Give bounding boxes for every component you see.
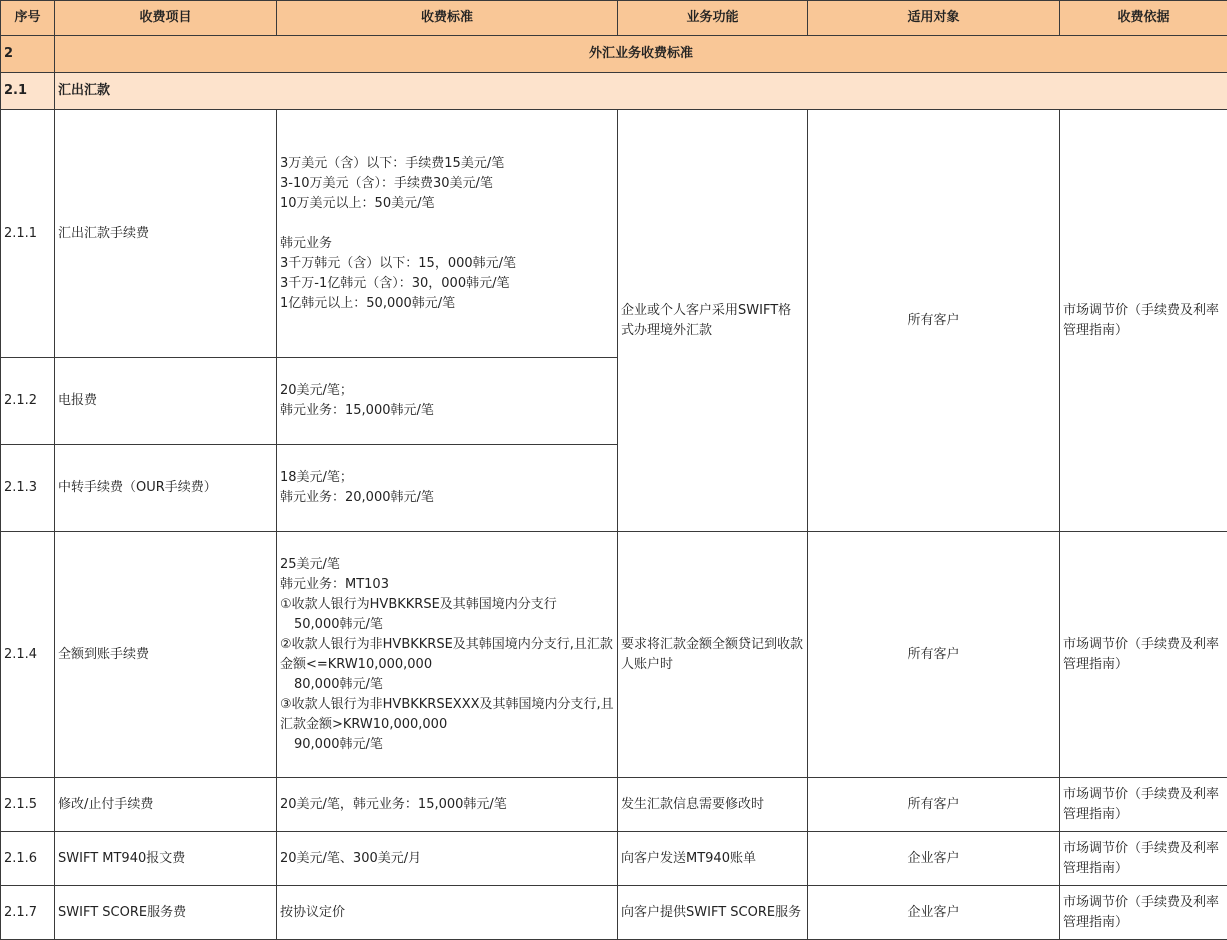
col-header-item: 收费项目: [55, 1, 277, 36]
row-basis: 市场调节价（手续费及利率管理指南）: [1060, 832, 1227, 886]
row-number: 2.1.1: [1, 110, 55, 358]
row-function: 向客户提供SWIFT SCORE服务: [618, 886, 808, 940]
standard-line: ②收款人银行为非HVBKKRSE及其韩国境内分支行,且汇款金额<=KRW10,000,000: [280, 635, 614, 675]
standard-line: 25美元/笔: [280, 555, 614, 575]
row-target: 企业客户: [808, 886, 1060, 940]
row-item: 全额到账手续费: [55, 532, 277, 778]
row-item: 电报费: [55, 358, 277, 445]
row-number: 2.1.2: [1, 358, 55, 445]
col-header-function: 业务功能: [618, 1, 808, 36]
row-basis: 市场调节价（手续费及利率管理指南）: [1060, 778, 1227, 832]
row-function: 企业或个人客户采用SWIFT格式办理境外汇款: [618, 110, 808, 532]
subsection-row: [1, 73, 1227, 110]
row-function: 向客户发送MT940账单: [618, 832, 808, 886]
row-standard: 18美元/笔； 韩元业务：20,000韩元/笔: [277, 445, 618, 532]
table-row: [1, 886, 1227, 940]
col-header-standard: 收费标准: [277, 1, 618, 36]
standard-line: ①收款人银行为HVBKKRSE及其韩国境内分支行: [280, 595, 614, 615]
row-item: 修改/止付手续费: [55, 778, 277, 832]
row-item: SWIFT SCORE服务费: [55, 886, 277, 940]
row-standard: [277, 532, 618, 778]
row-function: 要求将汇款金额全额贷记到收款人账户时: [618, 532, 808, 778]
row-standard: 20美元/笔，韩元业务：15,000韩元/笔: [277, 778, 618, 832]
row-function: 发生汇款信息需要修改时: [618, 778, 808, 832]
header-row: [1, 1, 1227, 36]
row-number: 2.1.7: [1, 886, 55, 940]
section-row: [1, 36, 1227, 73]
row-target: 所有客户: [808, 778, 1060, 832]
row-basis: 市场调节价（手续费及利率管理指南）: [1060, 886, 1227, 940]
row-standard: 20美元/笔、300美元/月: [277, 832, 618, 886]
row-number: 2.1.4: [1, 532, 55, 778]
col-header-seq: 序号: [1, 1, 55, 36]
standard-line: 80,000韩元/笔: [280, 675, 614, 695]
row-standard: 按协议定价: [277, 886, 618, 940]
row-target: 所有客户: [808, 532, 1060, 778]
subsection-number: 2.1: [1, 73, 55, 110]
row-basis: 市场调节价（手续费及利率管理指南）: [1060, 532, 1227, 778]
row-standard: 20美元/笔； 韩元业务：15,000韩元/笔: [277, 358, 618, 445]
table-row: [1, 110, 1227, 358]
row-number: 2.1.5: [1, 778, 55, 832]
table-row: [1, 532, 1227, 778]
row-item: 汇出汇款手续费: [55, 110, 277, 358]
standard-line: 90,000韩元/笔: [280, 735, 614, 755]
row-item: 中转手续费（OUR手续费）: [55, 445, 277, 532]
table-row: [1, 832, 1227, 886]
row-basis: 市场调节价（手续费及利率管理指南）: [1060, 110, 1227, 532]
standard-line: 50,000韩元/笔: [280, 615, 614, 635]
row-target: 企业客户: [808, 832, 1060, 886]
col-header-basis: 收费依据: [1060, 1, 1227, 36]
table-row: [1, 778, 1227, 832]
standard-line: ③收款人银行为非HVBKKRSEXXX及其韩国境内分支行,且汇款金额>KRW10,000,000: [280, 695, 614, 735]
section-number: 2: [1, 36, 55, 73]
row-item: SWIFT MT940报文费: [55, 832, 277, 886]
col-header-target: 适用对象: [808, 1, 1060, 36]
row-number: 2.1.3: [1, 445, 55, 532]
row-number: 2.1.6: [1, 832, 55, 886]
row-target: 所有客户: [808, 110, 1060, 532]
section-title: 外汇业务收费标准: [55, 36, 1227, 73]
standard-line: 韩元业务：MT103: [280, 575, 614, 595]
subsection-title: 汇出汇款: [55, 73, 1227, 110]
row-standard: 3万美元（含）以下：手续费15美元/笔 3-10万美元（含）：手续费30美元/笔 10万美元以上：50美元/笔 韩元业务 3千万韩元（含）以下：15，000韩元/笔 3千万-1亿韩元（含）：30，000韩元/笔 1亿韩元以上：50,000韩元/笔: [277, 110, 618, 358]
